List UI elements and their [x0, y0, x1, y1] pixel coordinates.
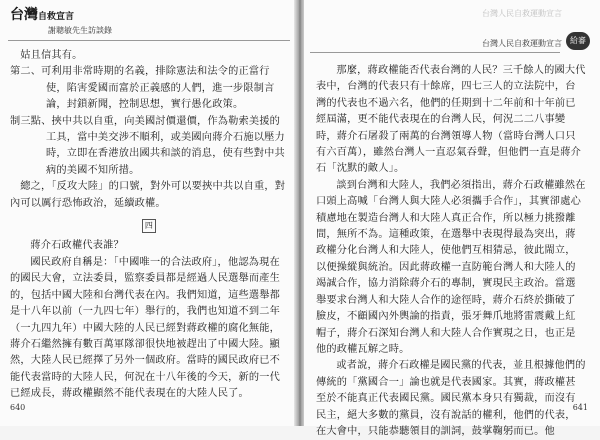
left-page — [0, 0, 296, 426]
paragraph: 總之，「反攻大陸」的口號，對外可以要挾中共以自重，對內可以厲行恐怖政治，延續政權。 — [10, 181, 286, 209]
paragraph: 談到台灣和大陸人，我們必須指出，蔣介石政權雖然在口頭上高喊「台灣人與大陸人必須攜手合作」，其實卻處心積慮地在製造台灣人和大陸人真正合作，所以極力挑撥離間，無所不為。這種政策，在選舉中表現得最為突出，蔣政權分化台灣人和大陸人，使他們互相猜忌，彼此閙立，以便操縱與統治。因此蔣政權一直防範台灣人和大陸人的竭誠合作，協力消除蔣介石的專制，實現民主政治。當選舉要求台灣人和大陸人合作的途徑時，蔣介石終於撕破了臉皮，不顧國內外輿論的指責，張牙舞爪地將雷震戴上紅帽子，蔣介石深知台灣人和大陸人合作實現之日，也正是他的政權瓦解之時。 — [316, 179, 586, 355]
paragraph: 那麼，蔣政權能否代表台灣的人民？三千餘人的國大代表中，台灣的代表只有十餘席，四七三人的立法院中，台灣的代表也不過六名，他們的任期到十二年前和十年前已經屆滿，更不能代表現在的台灣人民，何況二二八事變時，蔣介石屠殺了兩萬的台灣領導人物（當時台灣人口只有六百萬），雖然台灣人一直忍氣吞聲，但他們一直是蔣介石「沈默的敵人」。 — [316, 65, 586, 175]
paragraph: 國民政府自稱是：「中國唯一的合法政府」，他認為現在的國民大會，立法委員，監察委員都是經過人民選舉而產生的，包括中國大陸和台灣代表在內。我們知道，這些選舉都是十八年以前（一九四七年）舉行的，我們也知道不到二年（一九四九年）中國大陸的人民已經對蔣政權的腐化無能，蔣介石繼然擁有數百萬軍隊卻很快地被趕出了中國大陸。顯然，大陸人民已經擇了另外一個政府。當時的國民政府已不能代表當時的大陸人民，何況在十八年後的今天，新的一代已經成長，蔣政權顯然不能代表現在的大陸人民了。 — [10, 256, 281, 400]
header-rule — [8, 40, 290, 41]
paragraph: 蔣介石政權代表誰？ — [30, 240, 124, 252]
right-page — [304, 0, 600, 437]
right-body-text — [316, 63, 586, 440]
paragraph: 或者說，蔣介石政權是國民黨的代表，並且根據他們的傳統的「黨國合一」論也就是代表國家。其實，蔣政權甚至於不能真正代表國民黨。國民黨本身只有獨裁，而沒有民主，絕大多數的黨員，沒有說話的權利，他們的代表，在大會中，只能恭聽領目的訓詞，鼓掌鞠躬而已。他 — [316, 360, 586, 437]
section-mark — [10, 218, 288, 234]
paragraph: 姑且信其有。 — [20, 50, 83, 61]
brand-small: 自救宣言 — [38, 12, 75, 22]
header-faint-text: 台灣人民自救運動宣言 — [482, 9, 562, 18]
header-rule-right — [310, 52, 560, 53]
paragraph: 第二、可利用非常時期的名義，排除憲法和法令的正當行使，陷害愛國而富於正義感的人們，進一步限制言論，封鎖新聞，控制思想，實行愚化政策。 — [10, 66, 275, 111]
page-number-left: 640 — [10, 403, 26, 412]
brand-main: 台灣 — [10, 7, 38, 23]
paragraph: 制三點、挾中共以自重，向美國討價還價，作為勒索美援的工具，當中美交涉不順利，或美國向蔣介石施以壓力時，立即在香港放出國共和談的消息，使有些對中共病的美國不知所措。 — [10, 115, 285, 176]
book-subtitle: 謝聰敏先生訪談錄 — [48, 26, 112, 35]
right-paragraphs — [316, 63, 586, 440]
running-title: 台灣人民自救運動宣言 — [482, 39, 562, 48]
left-paragraphs — [10, 48, 288, 212]
chapter-badge: 給審 — [566, 32, 590, 50]
section-number: 四 — [142, 219, 156, 233]
left-paragraphs-2 — [10, 238, 288, 402]
page-number-right: 641 — [572, 403, 588, 412]
book-brand — [10, 4, 74, 24]
left-body-text — [10, 48, 288, 403]
